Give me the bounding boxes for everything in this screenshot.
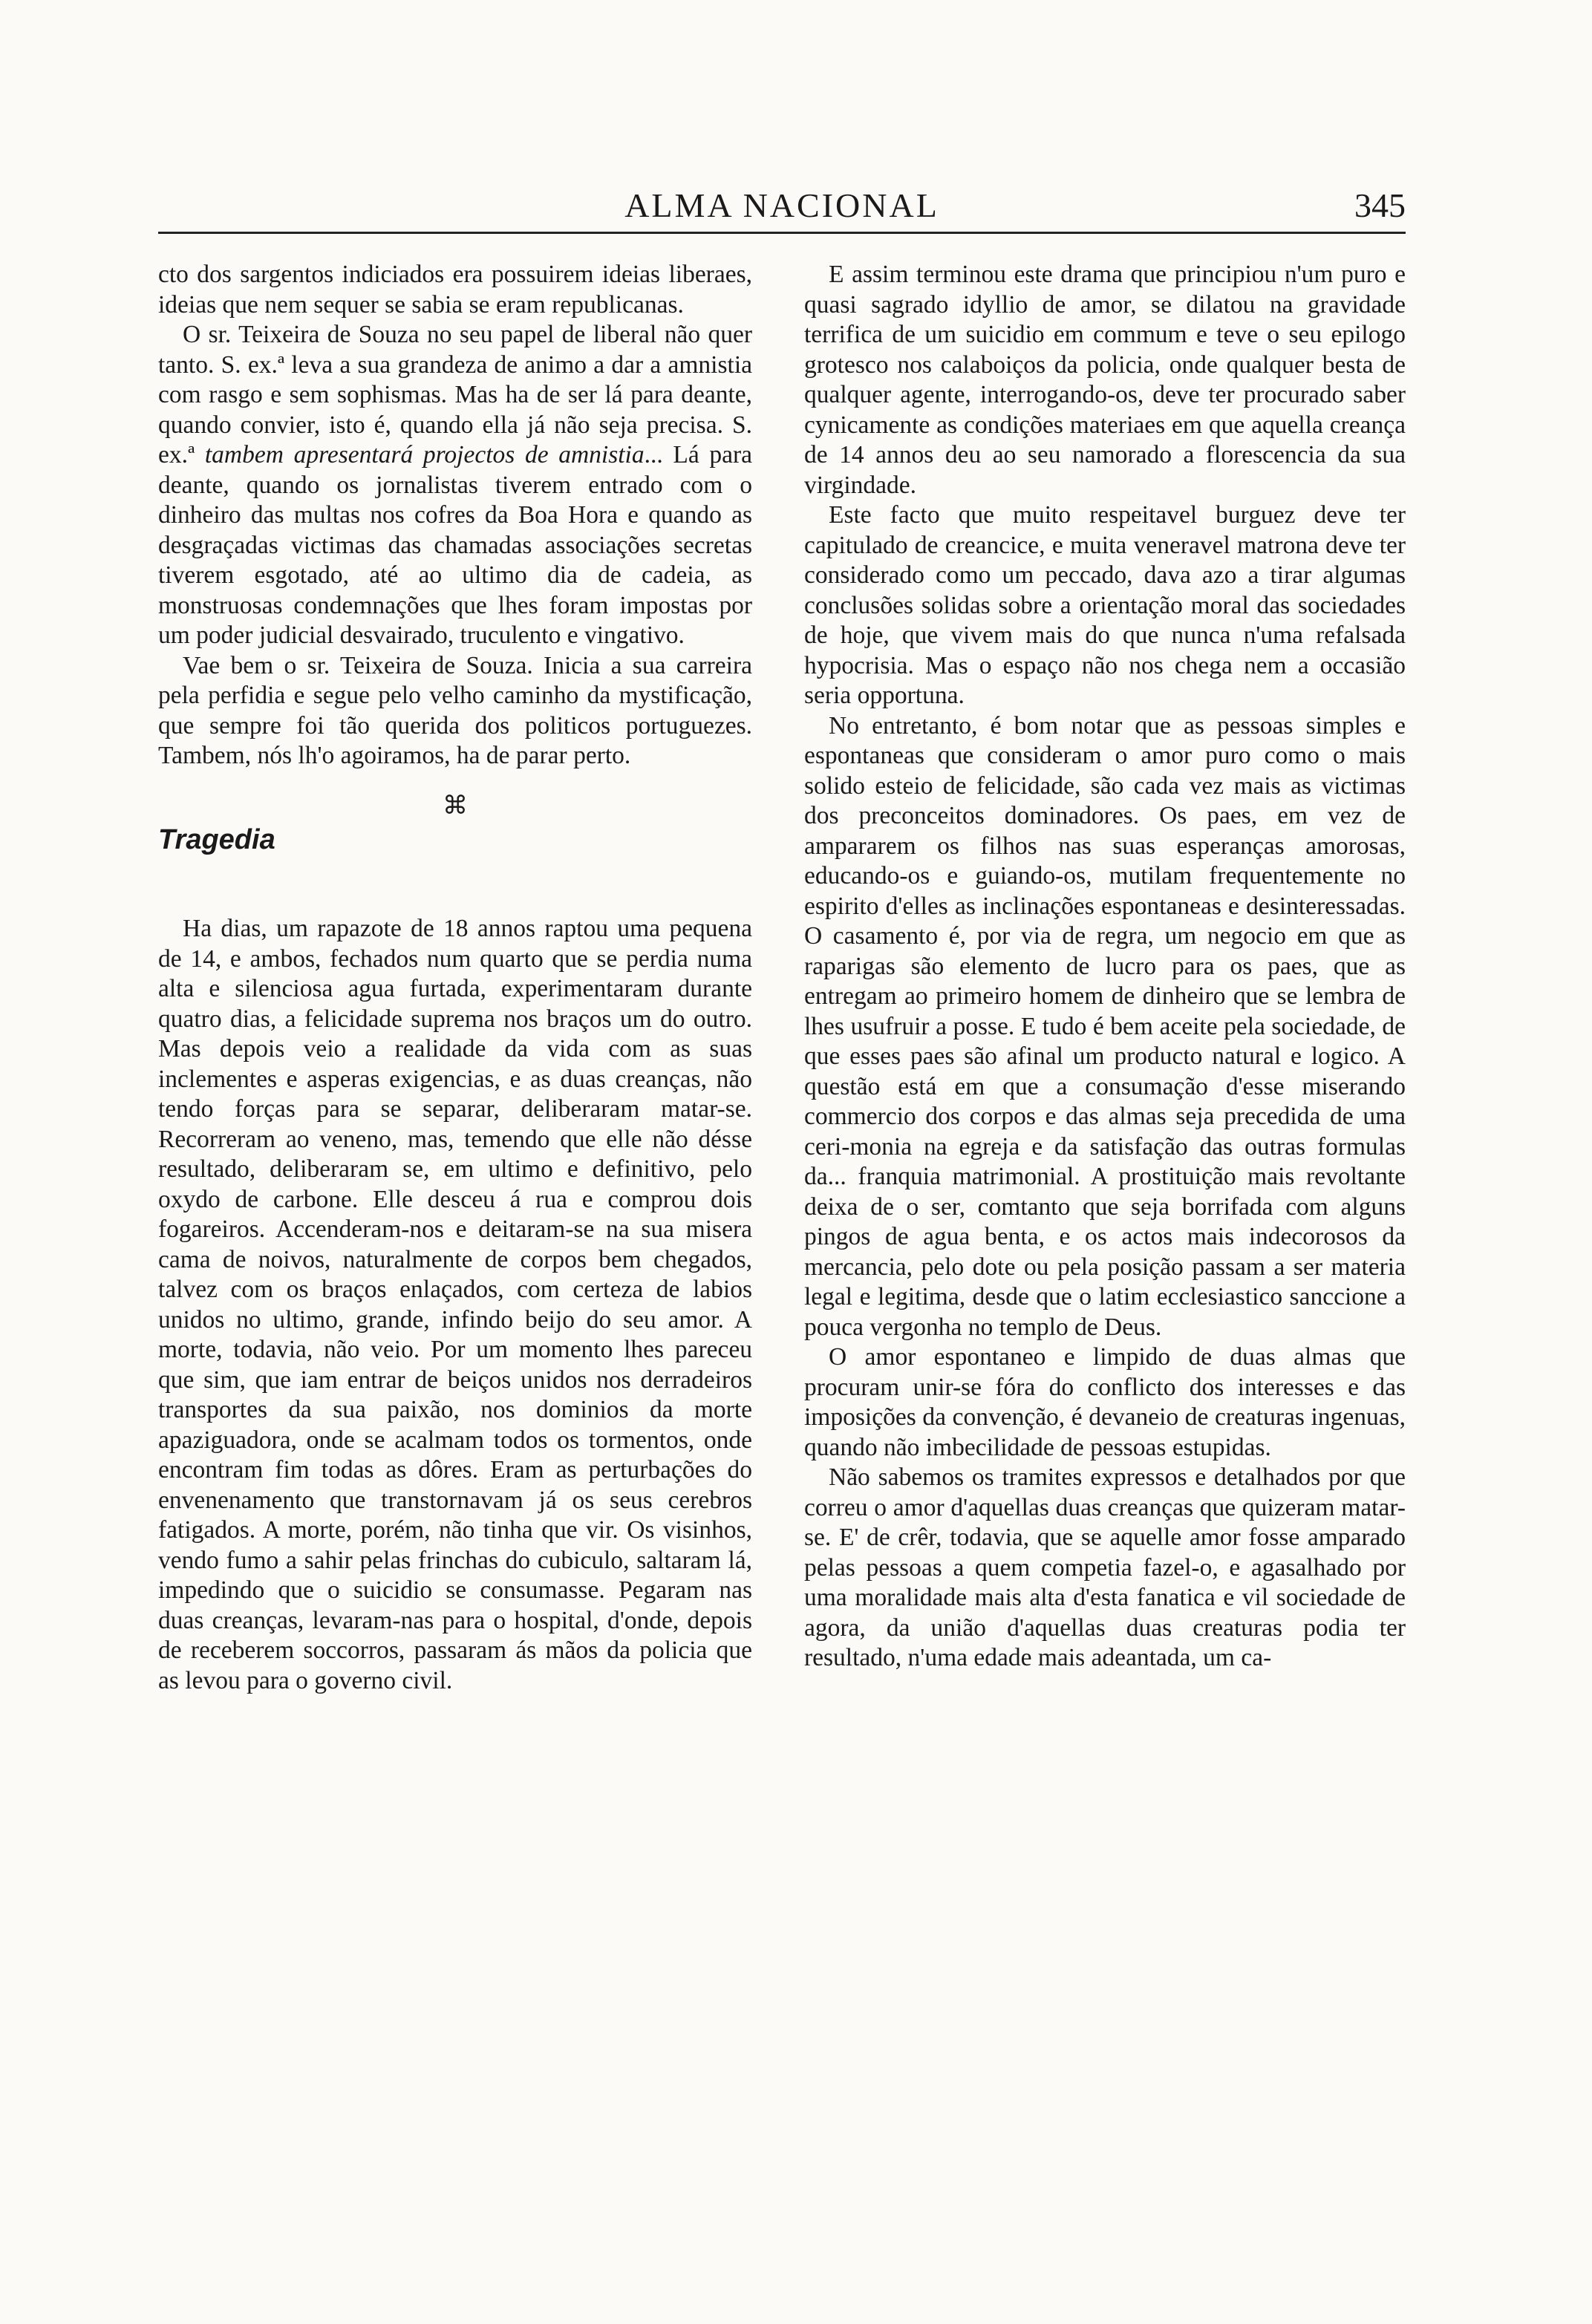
left-column <box>158 260 752 1696</box>
running-title: ALMA NACIONAL <box>624 186 939 224</box>
paragraph: Vae bem o sr. Teixeira de Souza. Inicia a sua carreira pela perfidia e segue pelo velho caminho da mystificação, que sempre foi tão querida dos politicos portuguezes. Tambem, nós lh'o agoiramos, ha de parar perto. <box>158 651 752 769</box>
section-ornament: ⌘ <box>443 790 468 820</box>
paragraph: No entretanto, é bom notar que as pessoas simples e espontaneas que consideram o amor puro como o mais solido esteio de felicidade, são cada vez mais as victimas dos preconceitos dominadores. Os paes, em vez de ampararem os filhos nas suas esperanças amorosas, educando-os e guiando-os, mutilam frequentemente no espirito d'elles as inclinações espontaneas e desinteressadas. O casamento é, por via de regra, um negocio em que as raparigas são elemento de lucro para os paes, que as entregam ao primeiro homem de dinheiro que se lembra de lhes usufruir a posse. E tudo é bem aceite pela sociedade, de que esses paes são afinal um producto natural e logico. A questão está em que a consumação d'esse miserando commercio dos corpos e das almas seja precedida de uma ceri-monia na egreja e da satisfação das outras formulas da... franquia matrimonial. A prostituição mais revoltante deixa de o ser, comtanto que seja borrifada com alguns pingos de agua benta, e os actos mais indecorosos da mercancia, pelo dote ou pela posição passam a ser materia legal e legitima, desde que o latim ecclesiastico sanccione a pouca vergonha no templo de Deus. <box>804 711 1406 1341</box>
paragraph: Ha dias, um rapazote de 18 annos raptou uma pequena de 14, e ambos, fechados num quarto que se perdia numa alta e silenciosa agua furtada, experimentaram durante quatro dias, a felicidade suprema nos braços um do outro. Mas depois veio a realidade da vida com as suas inclementes e asperas exigencias, e as duas creanças, não tendo forças para se separar, deliberaram matar-se. Recorreram ao veneno, mas, temendo que elle não désse resultado, deliberaram se, em ultimo e definitivo, pelo oxydo de carbone. Elle desceu á rua e comprou dois fogareiros. Accenderam-nos e deitaram-se na sua misera cama de noivos, naturalmente de corpos bem chegados, talvez com os braços enlaçados, com certeza de labios unidos no ultimo, grande, infindo beijo do seu amor. A morte, todavia, não veio. Por um momento lhes pareceu que sim, que iam entrar de beiços unidos nos derradeiros transportes da sua paixão, nos dominios da morte apaziguadora, onde se acalmam todos os tormentos, onde encontram fim todas as dôres. Eram as perturbações do envenenamento que transtornavam já os seus cerebros fatigados. A morte, porém, não tinha que vir. Os visinhos, vendo fumo a sahir pelas frinchas do cubiculo, saltaram lá, impedindo que o suicidio se consumasse. Pegaram nas duas creanças, levaram-nas para o hospital, d'onde, depois de receberem soccorros, passaram ás mãos da policia que as levou para o governo civil. <box>158 915 752 1694</box>
page-number: 345 <box>1354 186 1406 224</box>
paragraph <box>158 320 752 651</box>
paragraph: E assim terminou este drama que principiou n'um puro e quasi sagrado idyllio de amor, se dilatou na gravidade terrifica de um suicidio em commum e teve o seu epilogo grotesco nos calaboiços da policia, onde qualquer besta de qualquer agente, interrogando-os, deve ter procurado saber cynicamente as condições materiaes em que aquella creança de 14 annos deu ao seu namorado a florescencia da sua virgindade. <box>804 261 1406 499</box>
paragraph: Não sabemos os tramites expressos e detalhados por que correu o amor d'aquellas duas creanças que quizeram matar-se. E' de crêr, todavia, que se aquelle amor fosse amparado pelas pessoas a quem competia fazel-o, e agasalhado por uma moralidade mais alta d'esta fanatica e vil sociedade de agora, da união d'aquellas duas creaturas podia ter resultado, n'uma edade mais adeantada, um ca- <box>804 1463 1406 1671</box>
paragraph: O amor espontaneo e limpido de duas almas que procuram unir-se fóra do conflicto dos interesses e das imposições da convenção, é devaneio de creaturas ingenuas, quando não imbecilidade de pessoas estupidas. <box>804 1343 1406 1461</box>
paragraph: Este facto que muito respeitavel burguez deve ter capitulado de creancice, e muita veneravel matrona deve ter considerado como um peccado, dava azo a tirar algumas conclusões solidas sobre a orientação moral das sociedades de hoje, que vivem mais do que nunca n'uma refalsada hypocrisia. Mas o espaço não nos chega nem a occasião seria opportuna. <box>804 501 1406 709</box>
text-run: O sr. Teixeira de Souza no seu papel de liberal não quer tanto. S. ex.ª leva a sua grandeza de animo a dar a amnistia com rasgo e sem sophismas. Mas ha de ser lá para deante, quando convier, isto é, quando ella já não seja precisa. S. ex.ª <box>158 321 752 469</box>
paragraph: cto dos sargentos indiciados era possuirem ideias liberaes, ideias que nem sequer se sabia se eram republicanas. <box>158 261 752 319</box>
section-title: Tragedia <box>158 824 275 855</box>
italic-text: tambem apresentará projectos de amnistia <box>204 441 645 469</box>
right-column <box>804 260 1406 1674</box>
text-run: ... Lá para deante, quando os jornalistas tiverem entrado com o dinheiro das multas nos cofres da Boa Hora e quando as desgraçadas victimas das chamadas associações secretas tiverem esgotado, até ao ultimo dia de cadeia, as monstruosas condemnações que lhes foram impostas por um poder judicial desvairado, truculento e vingativo. <box>158 441 752 649</box>
page-header <box>158 177 1406 236</box>
header-rule <box>158 232 1406 234</box>
